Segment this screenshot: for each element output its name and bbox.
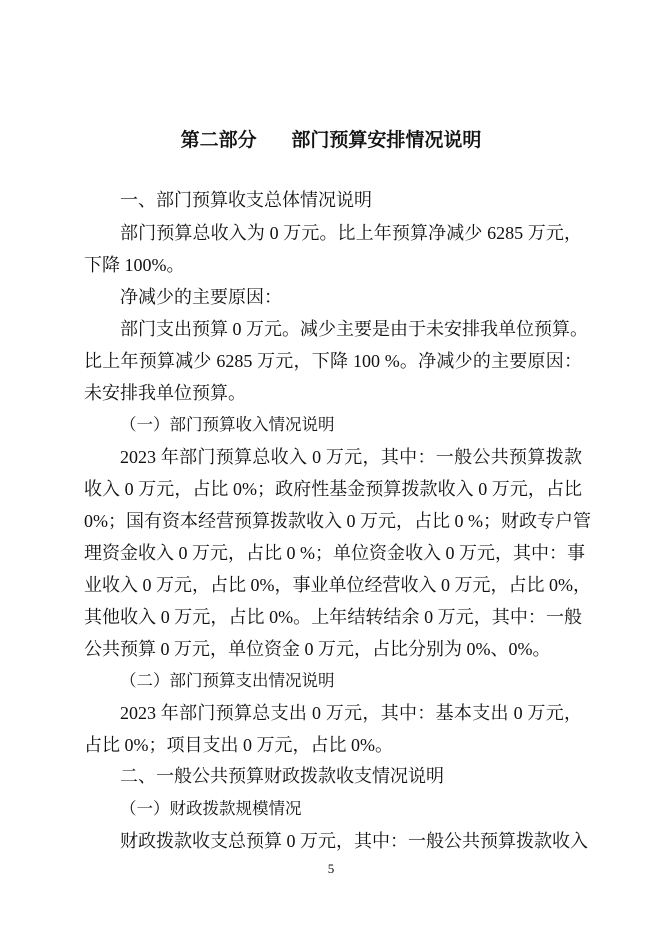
paragraph-line: 2023 年部门预算总支出 0 万元，其中：基本支出 0 万元， <box>120 703 582 723</box>
page-title <box>0 125 662 152</box>
paragraph-line: 未安排我单位预算。 <box>84 383 246 403</box>
paragraph-line: 净减少的主要原因： <box>120 287 282 307</box>
paragraph-line: 部门支出预算 0 万元。减少主要是由于未安排我单位预算。 <box>120 319 588 339</box>
part-label: 第二部分 <box>180 129 257 151</box>
part-name: 部门预算安排情况说明 <box>291 129 482 151</box>
paragraph-line: 财政拨款收支总预算 0 万元，其中：一般公共预算拨款收入 <box>120 831 588 851</box>
paragraph-line: 0%；国有资本经营预算拨款收入 0 万元，占比 0 %；财政专户管 <box>84 511 591 531</box>
subsection-heading: （二）部门预算支出情况说明 <box>120 671 335 690</box>
paragraph-line: 公共预算 0 万元，单位资金 0 万元，占比分别为 0%、0%。 <box>84 639 551 659</box>
paragraph-line: 比上年预算减少 6285 万元，下降 100 %。净减少的主要原因： <box>84 351 582 371</box>
paragraph-line: 业收入 0 万元，占比 0%，事业单位经营收入 0 万元，占比 0%， <box>84 575 591 595</box>
subsection-heading: （一）部门预算收入情况说明 <box>120 415 335 434</box>
paragraph-line: 下降 100%。 <box>84 255 185 275</box>
section-heading-1: 一、部门预算收支总体情况说明 <box>120 190 372 211</box>
section-heading-2: 二、一般公共预算财政拨款收支情况说明 <box>120 766 444 787</box>
paragraph-line: 其他收入 0 万元，占比 0%。上年结转结余 0 万元，其中：一般 <box>84 607 582 627</box>
paragraph-line: 部门预算总收入为 0 万元。比上年预算净减少 6285 万元， <box>120 223 582 243</box>
page-number: 5 <box>327 861 335 876</box>
paragraph-line: 理资金收入 0 万元，占比 0 %；单位资金收入 0 万元，其中：事 <box>84 543 585 563</box>
paragraph-line: 收入 0 万元，占比 0%；政府性基金预算拨款收入 0 万元，占比 <box>84 479 582 499</box>
paragraph-line: 占比 0%；项目支出 0 万元，占比 0%。 <box>84 735 393 755</box>
paragraph-line: 2023 年部门预算总收入 0 万元，其中：一般公共预算拨款 <box>120 447 582 467</box>
subsection-heading: （一）财政拨款规模情况 <box>120 799 302 818</box>
